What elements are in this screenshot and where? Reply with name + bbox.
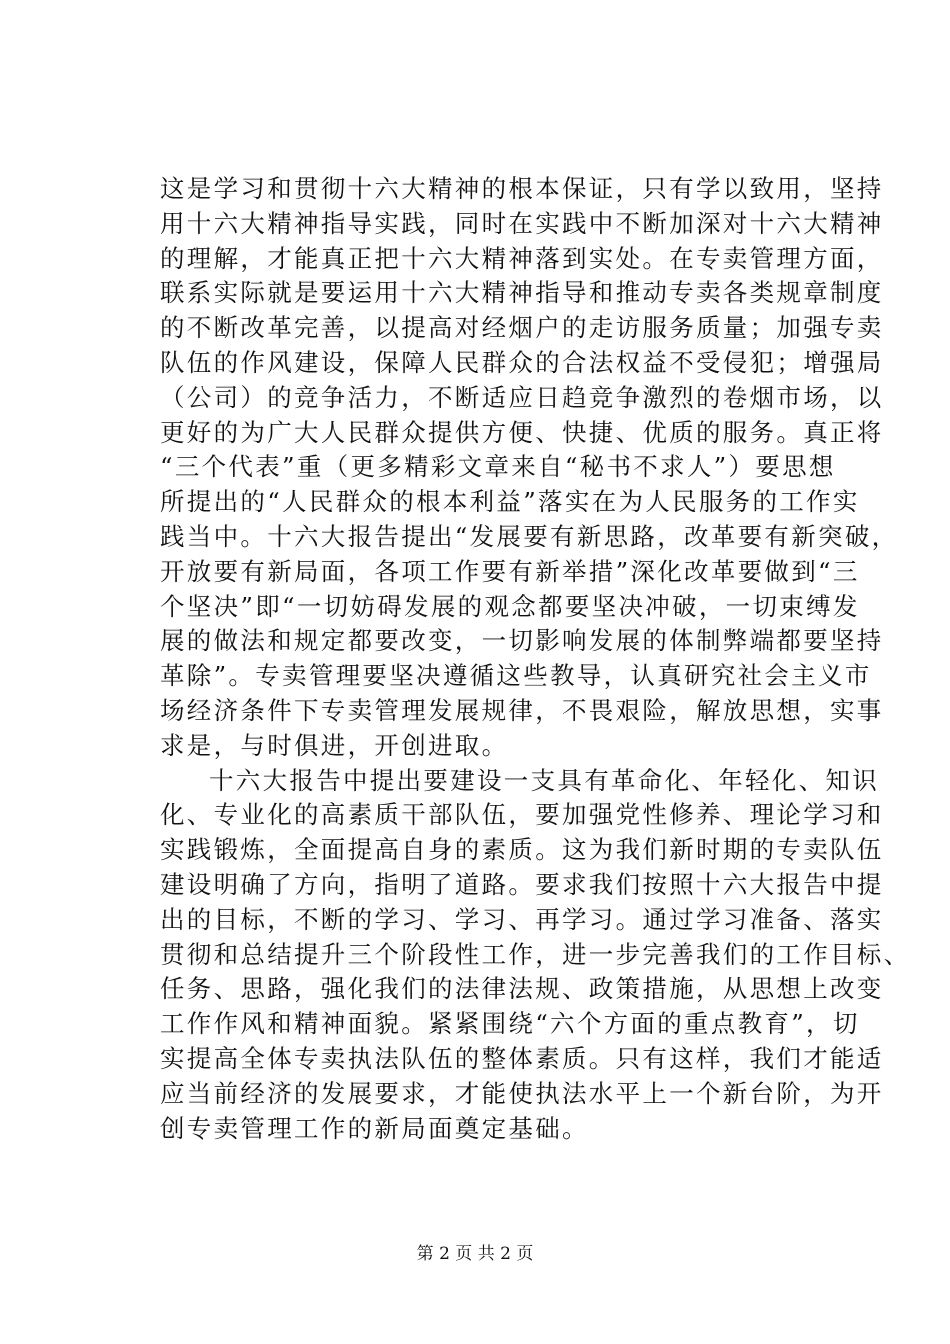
text-line: （公司）的竞争活力，不断适应日趋竞争激烈的卷烟市场，以 <box>160 382 884 412</box>
text-line: 工作作风和精神面貌。紧紧围绕“六个方面的重点教育”，切 <box>160 1009 860 1039</box>
text-line: 化、专业化的高素质干部队伍，要加强党性修养、理论学习和 <box>160 800 884 830</box>
text-line: “三个代表”重（更多精彩文章来自“秘书不求人”）要思想 <box>160 452 836 482</box>
text-line: 场经济条件下专卖管理发展规律，不畏艰险，解放思想，实事 <box>160 695 884 725</box>
text-line: 个坚决”即“一切妨碍发展的观念都要坚决冲破，一切束缚发 <box>160 591 860 621</box>
text-line: 更好的为广大人民群众提供方便、快捷、优质的服务。真正将 <box>160 417 884 447</box>
page-number-footer: 第 2 页 共 2 页 <box>416 1244 534 1264</box>
text-line: 用十六大精神指导实践，同时在实践中不断加深对十六大精神 <box>160 208 884 238</box>
text-line: 创专卖管理工作的新局面奠定基础。 <box>160 1113 589 1143</box>
body-text <box>160 172 911 1146</box>
text-line: 的理解，才能真正把十六大精神落到实处。在专卖管理方面， <box>160 243 884 273</box>
text-line: 联系实际就是要运用十六大精神指导和推动专卖各类规章制度 <box>160 278 884 308</box>
text-line: 践当中。十六大报告提出“发展要有新思路，改革要有新突破， <box>160 521 899 551</box>
text-line: 任务、思路，强化我们的法律法规、政策措施，从思想上改变 <box>160 974 884 1004</box>
text-line: 队伍的作风建设，保障人民群众的合法权益不受侵犯；增强局 <box>160 347 884 377</box>
text-line: 求是，与时俱进，开创进取。 <box>160 730 509 760</box>
text-line: 建设明确了方向，指明了道路。要求我们按照十六大报告中提 <box>160 869 884 899</box>
text-line: 革除”。专卖管理要坚决遵循这些教导，认真研究社会主义市 <box>160 661 872 691</box>
paragraph-first-line: 十六大报告中提出要建设一支具有革命化、年轻化、知识 <box>209 765 879 795</box>
text-line: 实践锻炼，全面提高自身的素质。这为我们新时期的专卖队伍 <box>160 835 884 865</box>
text-line: 应当前经济的发展要求，才能使执法水平上一个新台阶，为开 <box>160 1078 884 1108</box>
text-line: 开放要有新局面，各项工作要有新举措”深化改革要做到“三 <box>160 556 860 586</box>
text-line: 这是学习和贯彻十六大精神的根本保证，只有学以致用，坚持 <box>160 174 884 203</box>
text-line: 贯彻和总结提升三个阶段性工作，进一步完善我们的工作目标、 <box>160 939 911 969</box>
text-line: 所提出的“人民群众的根本利益”落实在为人民服务的工作实 <box>160 487 860 517</box>
text-line: 展的做法和规定都要改变，一切影响发展的体制弊端都要坚持 <box>160 626 884 656</box>
text-line: 的不断改革完善，以提高对经烟户的走访服务质量；加强专卖 <box>160 313 884 343</box>
text-line: 出的目标，不断的学习、学习、再学习。通过学习准备、落实 <box>160 904 884 934</box>
text-line: 实提高全体专卖执法队伍的整体素质。只有这样，我们才能适 <box>160 1043 884 1073</box>
